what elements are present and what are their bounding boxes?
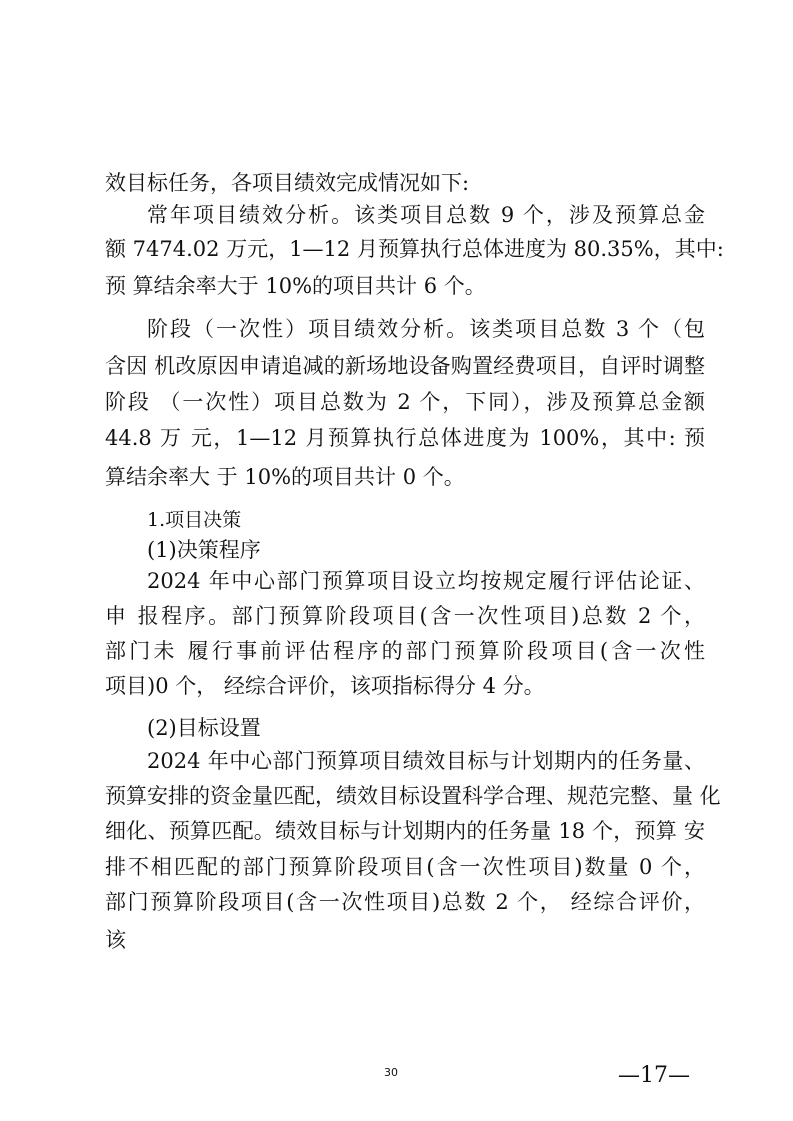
- text-line-22: 该: [105, 928, 126, 952]
- text-line-1: 效目标任务，各项目绩效完成情况如下:: [105, 171, 470, 195]
- subsection-heading-decision-procedure: (1)决策程序: [147, 538, 261, 562]
- text-line-2: 常年项目绩效分析。该类项目总数 9 个，涉及预算总金: [147, 203, 705, 227]
- text-line-20: 排不相匹配的部门预算阶段项目(含一次性项目)数量 0 个，: [105, 855, 705, 879]
- text-line-6: 含因 机改原因申请追减的新场地设备购置经费项目，自评时调整: [105, 354, 705, 378]
- text-line-7: 阶段 （一次性）项目总数为 2 个，下同），涉及预算总金额: [105, 390, 705, 414]
- text-line-15: 项目)0 个， 经综合评价，该项指标得分 4 分。: [105, 674, 545, 698]
- text-line-17: 2024 年中心部门预算项目绩效目标与计划期内的任务量、: [147, 749, 705, 773]
- text-line-21: 部门预算阶段项目(含一次性项目)总数 2 个， 经综合评价，: [105, 890, 705, 914]
- text-line-4: 预 算结余率大于 10%的项目共计 6 个。: [105, 274, 486, 298]
- text-line-18: 预算安排的资金量匹配，绩效目标设置科学合理、规范完整、量 化: [105, 784, 721, 808]
- subsection-heading-target-setting: (2)目标设置: [147, 716, 261, 740]
- text-line-12: 2024 年中心部门预算项目设立均按规定履行评估论证、: [147, 569, 705, 593]
- text-line-8: 44.8 万 元，1—12 月预算执行总体进度为 100%，其中: 预: [105, 426, 705, 450]
- text-line-13: 申 报程序。部门预算阶段项目(含一次性项目)总数 2 个，: [105, 604, 705, 628]
- text-line-5: 阶段（一次性）项目绩效分析。该类项目总数 3 个（包: [147, 317, 705, 341]
- text-line-19: 细化、预算匹配。绩效目标与计划期内的任务量 18 个，预算 安: [105, 819, 705, 843]
- page-folio: —17—: [618, 1063, 690, 1088]
- text-line-3: 额 7474.02 万元，1—12 月预算执行总体进度为 80.35%，其中:: [105, 237, 724, 261]
- page-number: 30: [384, 1066, 398, 1079]
- text-line-9: 算结余率大 于 10%的项目共计 0 个。: [105, 465, 465, 489]
- text-line-14: 部门未 履行事前评估程序的部门预算阶段项目(含一次性: [105, 639, 705, 663]
- section-heading-project-decision: 1.项目决策: [147, 509, 242, 531]
